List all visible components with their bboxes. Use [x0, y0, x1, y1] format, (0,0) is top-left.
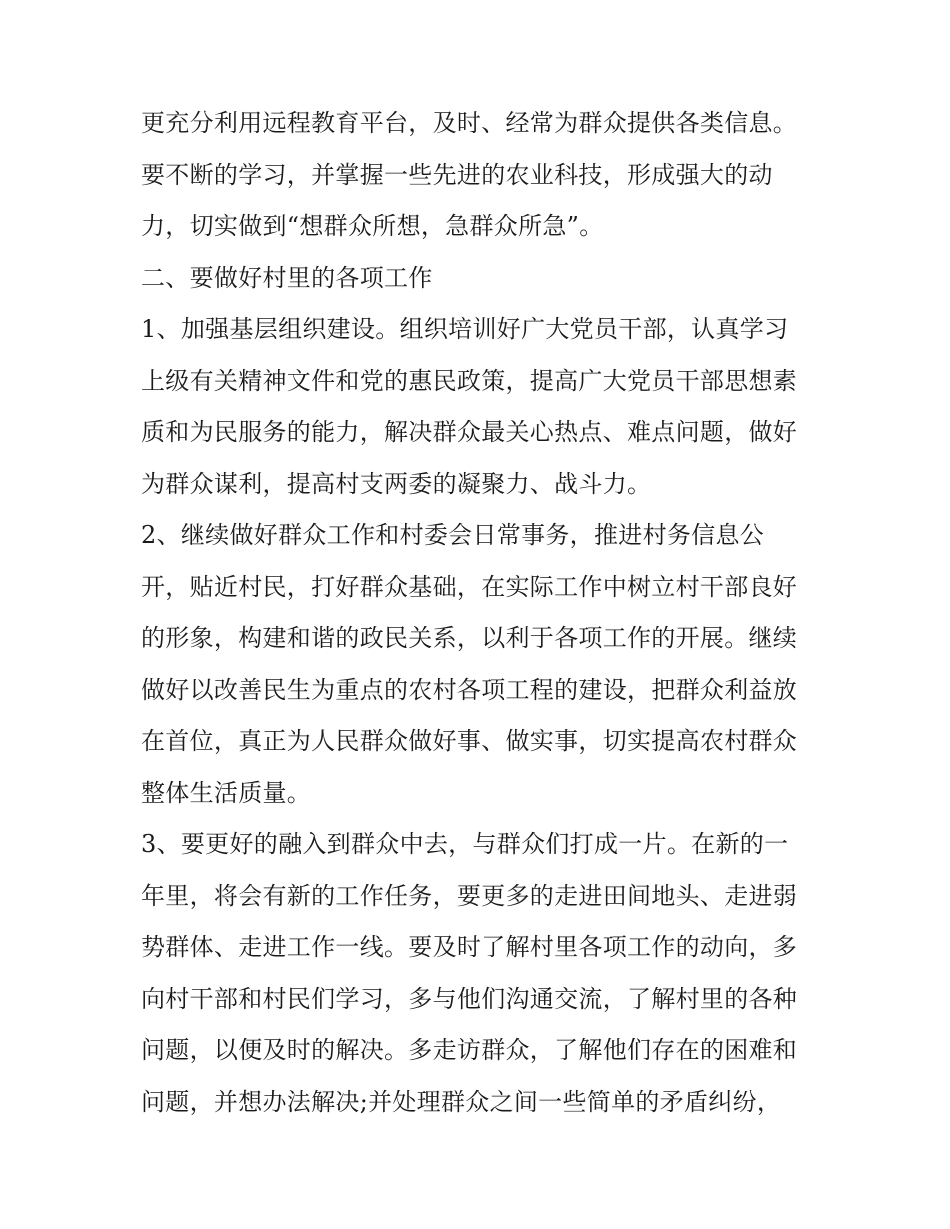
text-line: 1、加强基层组织建设。组织培训好广大党员干部，认真学习 [141, 315, 789, 343]
text-line: 更充分利用远程教育平台，及时、经常为群众提供各类信息。 [141, 109, 798, 137]
text-line: 为群众谋利，提高村支两委的凝聚力、战斗力。 [141, 469, 652, 498]
text-line: 整体生活质量。 [141, 778, 312, 807]
section-heading: 二、要做好村里的各项工作 [141, 263, 433, 292]
document-body [141, 108, 821, 1138]
text-line: 问题，以便及时的解决。多走访群众，了解他们存在的困难和 [141, 1036, 798, 1064]
text-line: 2、继续做好群众工作和村委会日常事务，推进村务信息公 [141, 521, 765, 549]
text-line: 质和为民服务的能力，解决群众最关心热点、难点问题，做好 [141, 418, 798, 446]
text-line: 势群体、走进工作一线。要及时了解村里各项工作的动向，多 [141, 933, 798, 961]
text-line: 的形象，构建和谐的政民关系，以利于各项工作的开展。继续 [141, 624, 798, 652]
text-line: 问题，并想办法解决;并处理群众之间一些简单的矛盾纠纷， [141, 1087, 782, 1116]
text-line: 向村干部和村民们学习，多与他们沟通交流，了解村里的各种 [141, 984, 798, 1013]
text-line: 上级有关精神文件和党的惠民政策，提高广大党员干部思想素 [141, 366, 798, 395]
text-line: 在首位，真正为人民群众做好事、做实事，切实提高农村群众 [141, 727, 798, 755]
text-line: 做好以改善民生为重点的农村各项工程的建设，把群众利益放 [141, 675, 798, 704]
text-line: 要不断的学习，并掌握一些先进的农业科技，形成强大的动 [141, 160, 773, 189]
text-line: 3、要更好的融入到群众中去，与群众们打成一片。在新的一 [141, 830, 789, 858]
text-line: 力，切实做到“想群众所想，急群众所急”。 [141, 212, 604, 240]
text-line: 年里，将会有新的工作任务，要更多的走进田间地头、走进弱 [141, 881, 798, 910]
text-line: 开，贴近村民，打好群众基础，在实际工作中树立村干部良好 [141, 572, 798, 601]
